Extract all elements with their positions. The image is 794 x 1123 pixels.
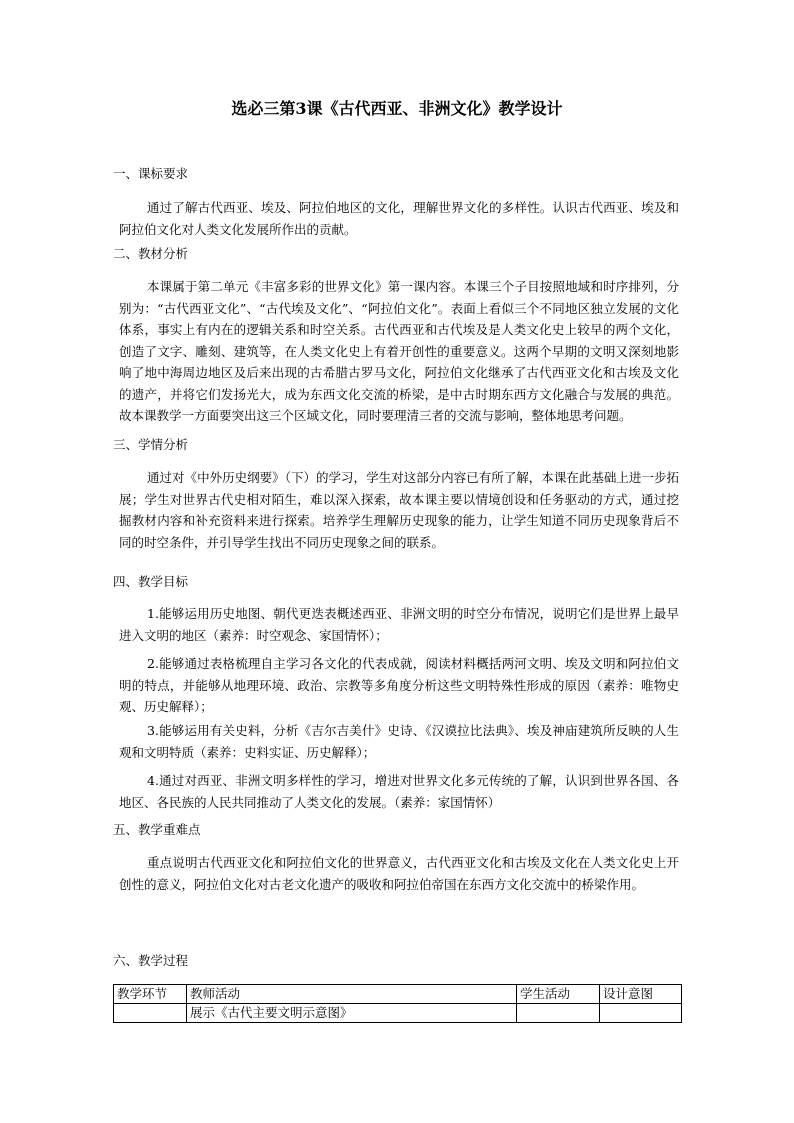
paragraph-textbook-analysis: 本课属于第二单元《丰富多彩的世界文化》第一课内容。本课三个子目按照地域和时序排列，分别为：“古代西亚文化”、“古代埃及文化”、“阿拉伯文化”。表面上看似三个不同地区独立发展的文化体系，事实上有内在的逻辑关系和时空关系。古代西亚和古代埃及是人类文化史上较早的两个文化，创造了文字、雕刻、建筑等，在人类文化史上有着开创性的重要意义。这两个早期的文明又深刻地影响了地中海周边地区及后来出现的古希腊古罗马文化，阿拉伯文化继承了古代西亚文化和古埃及文化的遗产，并将它们发扬光大，成为东西文化交流的桥梁，是中古时期东西方文化融合与发展的典范。故本课教学一方面要突出这三个区域文化，同时要理清三者的交流与影响，整体地思考问题。 (119, 279, 679, 423)
objective-item: 2.能够通过表格梳理自主学习各文化的代表成就，阅读材料概括两河文明、埃及文明和阿拉伯文明的特点，并能够从地理环境、政治、宗教等多角度分析这些文明特殊性形成的原因（素养：唯物史观、历史解释）； (119, 656, 679, 714)
objective-item: 3.能够运用有关史料，分析《吉尔吉美什》史诗、《汉谟拉比法典》、埃及神庙建筑所反映的人生观和文明特质（素养：史料实证、历史解释）； (119, 723, 679, 760)
paragraph-curriculum: 通过了解古代西亚、埃及、阿拉伯地区的文化，理解世界文化的多样性。认识古代西亚、埃及和阿拉伯文化对人类文化发展所作出的贡献。 (119, 200, 679, 237)
table-header-cell: 学生活动 (517, 985, 600, 1004)
table-row (114, 1004, 682, 1023)
page-title: 选必三第3课《古代西亚、非洲文化》教学设计 (231, 99, 563, 118)
table-header-cell: 设计意图 (600, 985, 682, 1004)
table-header-row (114, 985, 682, 1004)
paragraph-student-analysis: 通过对《中外历史纲要》（下）的学习，学生对这部分内容已有所了解，本课在此基础上进一步拓展；学生对世界古代史相对陌生，难以深入探索，故本课主要以情境创设和任务驱动的方式，通过挖掘教材内容和补充资料来进行探索。培养学生理解历史现象的能力，让学生知道不同历史现象背后不同的时空条件，并引导学生找出不同历史现象之间的联系。 (119, 470, 679, 550)
section-heading-textbook-analysis: 二、教材分析 (113, 246, 189, 261)
table-header-cell: 教师活动 (187, 985, 517, 1004)
section-heading-objectives: 四、教学目标 (113, 574, 189, 589)
objective-item: 1.能够运用历史地图、朝代更迭表概述西亚、非洲文明的时空分布情况，说明它们是世界上最早进入文明的地区（素养：时空观念、家国情怀）； (119, 606, 679, 643)
section-heading-key-points: 五、教学重难点 (113, 822, 201, 837)
paragraph-key-points: 重点说明古代西亚文化和阿拉伯文化的世界意义，古代西亚文化和古埃及文化在人类文化史上开创性的意义，阿拉伯文化对古老文化遗产的吸收和阿拉伯帝国在东西方文化交流中的桥梁作用。 (119, 855, 679, 892)
table-cell (600, 1004, 682, 1023)
table-cell (114, 1004, 187, 1023)
section-heading-process: 六、教学过程 (113, 953, 189, 968)
table-header-cell: 教学环节 (114, 985, 187, 1004)
teaching-process-table (113, 984, 682, 1023)
section-heading-student-analysis: 三、学情分析 (113, 437, 189, 452)
section-heading-curriculum: 一、课标要求 (113, 166, 189, 181)
objective-item: 4.通过对西亚、非洲文明多样性的学习，增进对世界文化多元传统的了解，认识到世界各国、各地区、各民族的人民共同推动了人类文化的发展。（素养：家国情怀） (119, 773, 679, 810)
table-cell (517, 1004, 600, 1023)
table-cell: 展示《古代主要文明示意图》 (187, 1004, 517, 1023)
